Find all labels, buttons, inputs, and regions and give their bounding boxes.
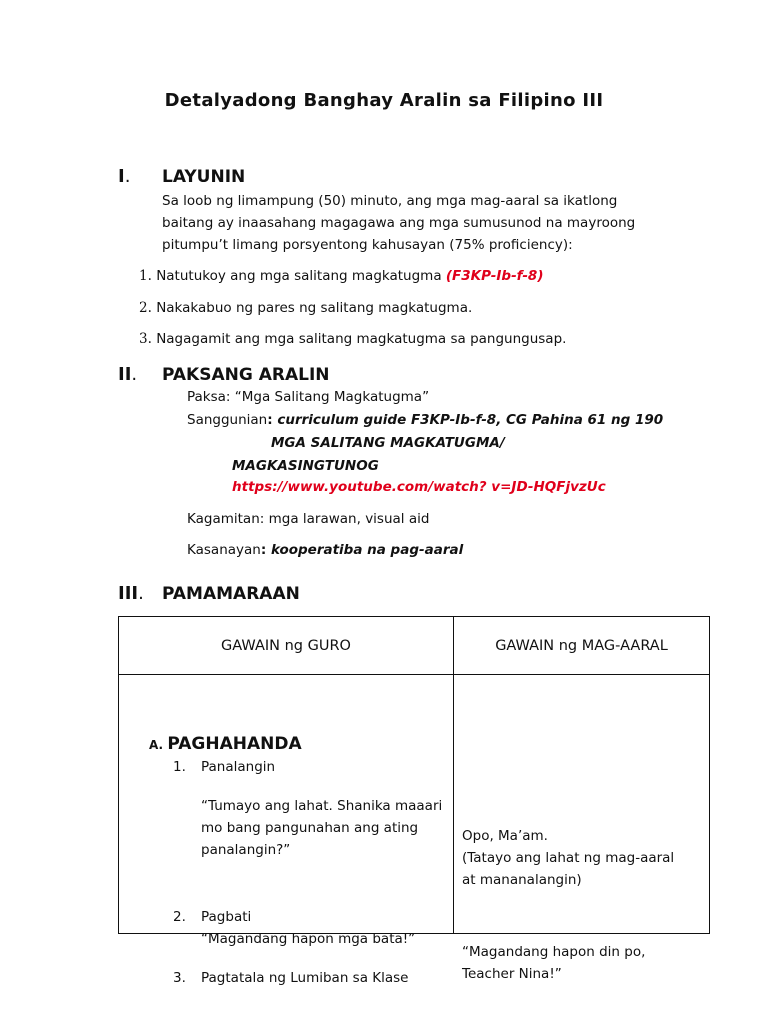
part-letter: A. bbox=[149, 738, 164, 752]
lesson-table bbox=[118, 616, 710, 986]
item-title: Panalangin bbox=[201, 759, 276, 775]
section-1-intro bbox=[162, 190, 635, 256]
reply-line: Opo, Ma’am. bbox=[462, 828, 548, 844]
section-1-heading: LAYUNIN bbox=[162, 167, 246, 187]
video-link[interactable]: https://www.youtube.com/watch? v=JD-HQFjvzUc bbox=[232, 479, 606, 495]
section-2-heading: PAKSANG ARALIN bbox=[162, 365, 330, 385]
kagamitan-label: Kagamitan bbox=[187, 511, 260, 527]
teacher-greeting-quote: “Magandang hapon mga bata!” bbox=[201, 931, 416, 947]
header-teacher: GAWAIN ng GURO bbox=[119, 617, 454, 675]
section-3-numeral-text: III bbox=[118, 583, 139, 604]
reply-line: (Tatayo ang lahat ng mag-aaral bbox=[462, 850, 675, 866]
student-reply-prayer bbox=[462, 825, 674, 891]
table-row bbox=[119, 675, 710, 934]
intro-line: baitang ay inaasahang magagawa ang mga sumusunod na mayroong bbox=[162, 215, 636, 231]
part-title: PAGHAHANDA bbox=[167, 734, 302, 754]
kasanayan-label: Kasanayan bbox=[187, 542, 261, 558]
reply-line: “Magandang hapon din po, bbox=[462, 944, 646, 960]
student-cell bbox=[454, 675, 710, 982]
paksa-label: Paksa: bbox=[187, 389, 235, 405]
table-header-row bbox=[119, 617, 710, 675]
quote-line: mo bang pangunahan ang ating bbox=[201, 820, 419, 836]
objective-number: 2. bbox=[139, 300, 152, 316]
kagamitan-value: : mga larawan, visual aid bbox=[259, 511, 430, 527]
header-student: GAWAIN ng MAG-AARAL bbox=[454, 617, 710, 675]
section-2-numeral: II. bbox=[118, 364, 138, 385]
intro-line: pitumpu’t limang porsyentong kahusayan (75% proficiency): bbox=[162, 237, 573, 253]
paksa-value: “Mga Salitang Magkatugma” bbox=[234, 389, 430, 405]
objective-text: Natutukoy ang mga salitang magkatugma bbox=[156, 268, 446, 284]
section-1-numeral: I. bbox=[118, 166, 131, 187]
sanggunian-value: curriculum guide F3KP-Ib-f-8, CG Pahina 61 ng 190 bbox=[277, 412, 664, 428]
reply-line: Teacher Nina!” bbox=[462, 966, 562, 982]
quote-line: “Tumayo ang lahat. Shanika maaari bbox=[201, 798, 443, 814]
kasanayan-line bbox=[187, 539, 463, 561]
section-1-numeral-text: I bbox=[118, 166, 125, 187]
section-2-numeral-text: II bbox=[118, 364, 132, 385]
sanggunian-line-3: MAGKASINGTUNOG bbox=[232, 458, 379, 474]
sanggunian-line bbox=[187, 409, 663, 431]
objective-text: Nakakabuo ng pares ng salitang magkatugma. bbox=[156, 300, 473, 316]
student-reply-greeting bbox=[462, 941, 645, 985]
objective-item bbox=[139, 268, 544, 284]
item-title: Pagtatala ng Lumiban sa Klase bbox=[201, 970, 409, 986]
objective-item bbox=[139, 331, 566, 347]
objective-number: 1. bbox=[139, 268, 152, 284]
sanggunian-line-2: MGA SALITANG MAGKATUGMA/ bbox=[271, 435, 505, 451]
intro-line: Sa loob ng limampung (50) minuto, ang mga mag-aaral sa ikatlong bbox=[162, 193, 618, 209]
objective-item bbox=[139, 300, 472, 316]
page-title: Detalyadong Banghay Aralin sa Filipino III bbox=[164, 90, 604, 111]
sanggunian-label: Sanggunian bbox=[187, 412, 268, 428]
kagamitan-line bbox=[187, 508, 429, 530]
curriculum-code: (F3KP-Ib-f-8) bbox=[445, 268, 544, 284]
objective-text: Nagagamit ang mga salitang magkatugma sa pangungusap. bbox=[156, 331, 567, 347]
objective-number: 3. bbox=[139, 331, 152, 347]
teacher-prayer-quote bbox=[201, 795, 442, 861]
item-number: 3. bbox=[173, 970, 186, 986]
reply-line: at mananalangin) bbox=[462, 872, 582, 888]
kasanayan-value: kooperatiba na pag-aaral bbox=[270, 542, 464, 558]
item-title: Pagbati bbox=[201, 909, 252, 925]
item-number: 2. bbox=[173, 909, 186, 925]
quote-line: panalangin?” bbox=[201, 842, 291, 858]
sanggunian-colon: : bbox=[267, 412, 278, 428]
paksa-line bbox=[187, 386, 429, 408]
part-heading bbox=[149, 733, 302, 756]
section-3-numeral: III. bbox=[118, 583, 144, 604]
section-3-heading: PAMAMARAAN bbox=[162, 584, 300, 604]
item-number: 1. bbox=[173, 759, 186, 775]
kasanayan-colon: : bbox=[260, 542, 271, 558]
teacher-cell bbox=[119, 675, 454, 986]
